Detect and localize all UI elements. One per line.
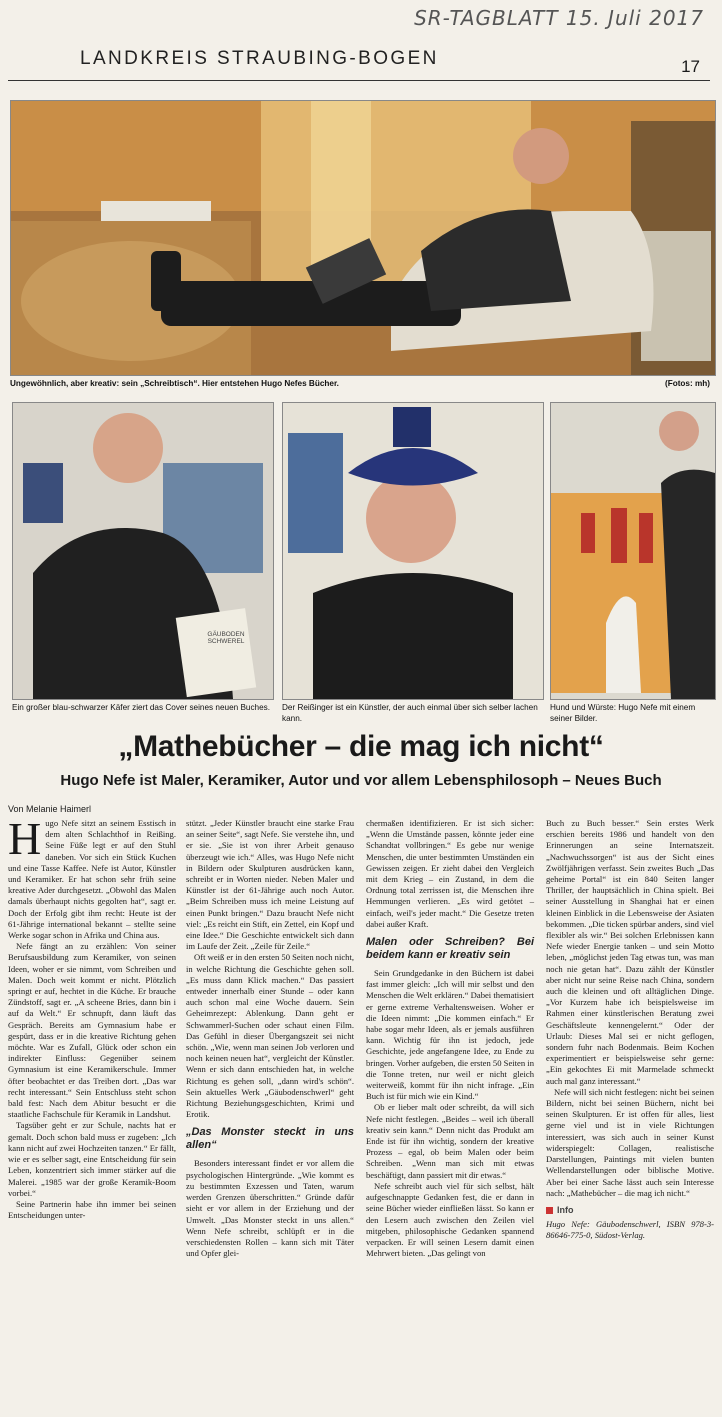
main-photo-image: [11, 101, 715, 375]
byline: Von Melanie Haimerl: [8, 804, 92, 814]
paragraph: Ob er lieber malt oder schreibt, da will sich Nefe nicht festlegen. „Beides – weil ich überall kreativ sein kann.“ Denn nicht das Produkt am Ende ist für ihn wichtig, sondern der kreative Prozess – egal, ob beim Malen oder beim Schreiben. „Wenn man sich mit etwas beschäftigt, dann passiert mit dir etwas.“: [366, 1102, 534, 1180]
paragraph: Buch zu Buch besser.“ Sein erstes Werk erschien bereits 1986 und handelt von den Erinnerungen an seine Internatszeit. „Nachwuchssorgen“ ist aus der Sicht eines Zwölfjährigen verfasst. Sein zweites Buch „Das geheime Portal“ ist ein 840 Seiten langer Thriller, der hauptsächlich in China spielt. Bei seiner Ausstellung in Shanghai hat er einen kleinen Einblick in die Lebensweise der Asiaten bekommen. „Die ticken spürbar anders, sind viel flexibler als wir.“ Bei solchen Erlebnissen kann Nefe wieder Energie tanken – und sein Motto leben, „möglichst jeden Tag etwas tun, was man noch nie getan hat“. Dazu zählt der Künstler aber nicht nur seine Reise nach China, sondern auch die kleinen und oft alltäglichen Dinge. „Vor Kurzem habe ich beispielsweise im Rahmen einer künstlerischen Beratung zwei Geschäftsleute kennengelernt.“ Oder der Urlaub: Dieses Mal sei er nicht geflogen, sondern fuhr nach Bodenmais. Beim Kochen experimentiert er beispielsweise sehr gerne: „Ein gekochtes Ei mit Marmelade schmeckt auch mal ganz interessant.“: [546, 818, 715, 1086]
caption-hat: Der Reißinger ist ein Künstler, der auch einmal über sich selber lachen kann.: [282, 703, 538, 723]
caption-beetle: Ein großer blau-schwarzer Käfer ziert das Cover seines neuen Buches.: [12, 703, 271, 712]
article-column-1: [8, 813, 176, 1221]
paragraph: Nefe schreibt auch viel für sich selbst, hält aufgeschnappte Gedanken fest, die er dann in seine Bücher wieder einfließen lässt. So kann er den Lesern auch zwischen den Zeilen viel mitgeben, philosophische Gedanken spannend verpacken. Er will seinen Lesern damit einen Mehrwert bieten. „Das gelingt von: [366, 1180, 534, 1259]
paragraph: Hugo Nefe sitzt an seinem Esstisch in dem alten Schlachthof in Reißing. Seine Füße legt er auf den Stuhl daneben. Vor sich ein Stück Kuchen und eine Tasse Kaffee. Nefe ist Autor, Künstler und Keramiker. Er hat schon sehr früh seine kreative Ader durchgesetzt. „Obwohl das Malen damals überhaupt nichts gegolten hat“, sagt er. Doch der Erfolg gibt ihm recht: Heute ist der 61-Jährige international bekannt – stellte seine Werke sogar schon in Afrika und China aus.: [8, 813, 176, 941]
article-column-2: [186, 818, 354, 1259]
info-text: Hugo Nefe: Gäubodenschwerl, ISBN 978-3-86646-775-0, Südost-Verlag.: [546, 1219, 714, 1241]
info-square-icon: [546, 1207, 553, 1214]
paragraph: Seine Partnerin habe ihn immer bei seinen Entscheidungen unter-: [8, 1198, 176, 1221]
photo-beetle-book: [12, 402, 274, 700]
header-rule: [8, 80, 710, 81]
photo-credit: (Fotos: mh): [664, 379, 710, 388]
headline: „Mathebücher – die mag ich nicht“: [118, 730, 604, 763]
paragraph: Nefe will sich nicht festlegen: nicht bei seinen Bildern, nicht bei seinen Büchern, nicht bei seinen Skulpturen. Er ist offen für alles, liest gerne viel und ist in viele Richtungen interessiert, was sich auch in seiner Kunst widerspiegelt: Collagen, realistische Darstellungen, Paintings mit vielen bunten Wellendarstellungen oder biblische Motive. Aber bei einer Sache lässt auch sein Interesse nach: „Mathebücher – die mag ich nicht.“: [546, 1086, 714, 1198]
article-column-4: [546, 818, 714, 1241]
photo-dog-sausages: [550, 402, 716, 700]
main-photo: [10, 100, 716, 376]
paragraph: Nefe fängt an zu erzählen: Von seiner Berufsausbildung zum Keramiker, von seinen Ideen, woher er sie nimmt, vom Schreiben und Malen. Doch weit kommt er nicht. Plötzlich springt er auf, hechtet in die Küche. Er brauche Zündstoff, sagt er. „A scheene Bries, dann bin i auf da Welt.“ Er schnupft, dann läuft das Gespräch. Bereits am Gymnasium habe er gespürt, dass er in die kreative Richtung gehen möchte. War es Zufall, Glück oder schon ein indirekter Einfluss: Gegenüber seinem Gymnasium ist eine Keramikerschule. Immer öfter beobachtet er das Treiben dort. „Das war recht interessant.“ Sein Entschluss steht schon bald fest: Nach dem Abitur besucht er die staatliche Fachschule für Keramik in Landshut.: [8, 941, 176, 1120]
paragraph: chermaßen identifizieren. Er ist sich sicher: „Wenn die Umstände passen, könnte jeder eine Schandtat vollbringen.“ Es gebe nur wenige Menschen, die unter bestimmten Umständen ein Gewissen zeigen. Er zieht dabei den Vergleich mit dem Krieg – ein Zustand, in dem die Ordnung total zerrissen ist, die Menschen ihre Hemmungen verlieren. „Es wird getötet – einfach, weil's jeder macht.“ Die Gesetze treten dabei außer Kraft.: [366, 818, 534, 929]
drop-cap: H: [8, 813, 42, 864]
caption-dog: Hund und Würste: Hugo Nefe mit einem seiner Bilder.: [550, 703, 696, 723]
photo-laughing-hat: [282, 402, 544, 700]
column-subhead: Malen oder Schreiben? Bei beidem kann er kreativ sein: [366, 936, 534, 962]
main-photo-caption: Ungewöhnlich, aber kreativ: sein „Schreibtisch“. Hier entstehen Hugo Nefes Bücher.: [10, 379, 339, 388]
handwritten-date: SR-TAGBLATT 15. Juli 2017: [414, 6, 704, 30]
section-title: LANDKREIS STRAUBING-BOGEN: [80, 48, 439, 69]
article-column-3: [366, 818, 534, 1259]
paragraph: Tagsüber geht er zur Schule, nachts hat er gemalt. Doch schon bald muss er zugeben: „Ich kann nicht auf zwei Hochzeiten tanzen.“ Er fällt, wie er es selber sagt, eine Entscheidung für sein Leben, konzentriert sich immer stärker auf die Malerei. „1985 war der große Keramik-Boom vorbei.“: [8, 1120, 176, 1198]
paragraph: Oft weiß er in den ersten 50 Seiten noch nicht, in welche Richtung die Geschichte gehen soll. „Es muss dann Klick machen.“ Das passiert entweder innerhalb einer Stunde – oder kann auch schon mal eine Woche dauern. Sein Geheimrezept: Ablenkung. Dann geht er Schwammerl-Suchen oder schaut einen Film. Das Gefühl in dieser Übergangszeit sei nicht schön. „Wie, wenn man seinen Job verloren und noch keinen neuen hat“, vergleicht der Künstler. Wenn er sich dann entschieden hat, in welche Richtung es gehen soll, „dann wird's schön“. Sein aktuelles Werk „Gäubodenschwerl“ geht Richtung Beziehungsgeschichten, Krimi und Erotik.: [186, 952, 354, 1120]
book-cover-title: GÄUBODEN SCHWEREL: [207, 631, 245, 645]
paragraph: Besonders interessant findet er vor allem die psychologischen Hintergründe. „Wie kommt es zu bestimmten Exzessen und Taten, warum werden Grenzen überschritten.“ Gründe dafür sieht er vor allem in der Erziehung und der Umwelt. „Das Monster steckt in uns allen.“ Wenn Nefe schreibt, schlüpft er in die verschiedensten Rollen – kann sich mit Täter und Opfer glei-: [186, 1158, 354, 1259]
column-subhead: „Das Monster steckt in uns allen“: [186, 1126, 354, 1152]
page-number: 17: [681, 57, 700, 76]
subheadline: Hugo Nefe ist Maler, Keramiker, Autor und vor allem Lebensphilosoph – Neues Buch: [60, 772, 662, 789]
paragraph: Sein Grundgedanke in den Büchern ist dabei fast immer gleich: „Ich will mir selbst und den Menschen die Welt erklären.“ Dabei thematisiert er gerne extreme Verhaltensweisen. Woher er die Ideen nimmt: „Die kommen einfach.“ Er habe sogar mehr Ideen, als er jemals ausführen kann. Wichtig für ihn ist jedoch, jede Geschichte, jede angefangene Idee, zu Ende zu bringen. Vorher aufgeben, die ersten 50 Seiten in die Tonne treten, nur weil er nicht gleich weiterweiß, kommt für ihn nicht infrage. „Ein Buch ist für mich wie ein Kind.“: [366, 968, 534, 1102]
paragraph: stützt. „Jeder Künstler braucht eine starke Frau an seiner Seite“, sagt Nefe. Sie verstehe ihn, und er sie. „Sie ist von ihrer Arbeit genauso überzeugt wie ich.“ Alles, was Hugo Nefe nicht in Bildern oder Skulpturen ausdrücken kann, schreibt er in Worten nieder. Neben Maler und Künstler ist der 61-Jährige auch noch Autor. „Beim Schreiben muss ich meine Leistung auf einen Punkt bringen.“ Dazu braucht Nefe nicht viel: „Es reicht ein Stift, ein Zettel, ein Kopf und eine Idee.“ Die Geschichte entwickelt sich dann im Laufe der Zeit. „Zeile für Zeile.“: [186, 818, 354, 952]
info-heading: Info: [546, 1205, 714, 1216]
